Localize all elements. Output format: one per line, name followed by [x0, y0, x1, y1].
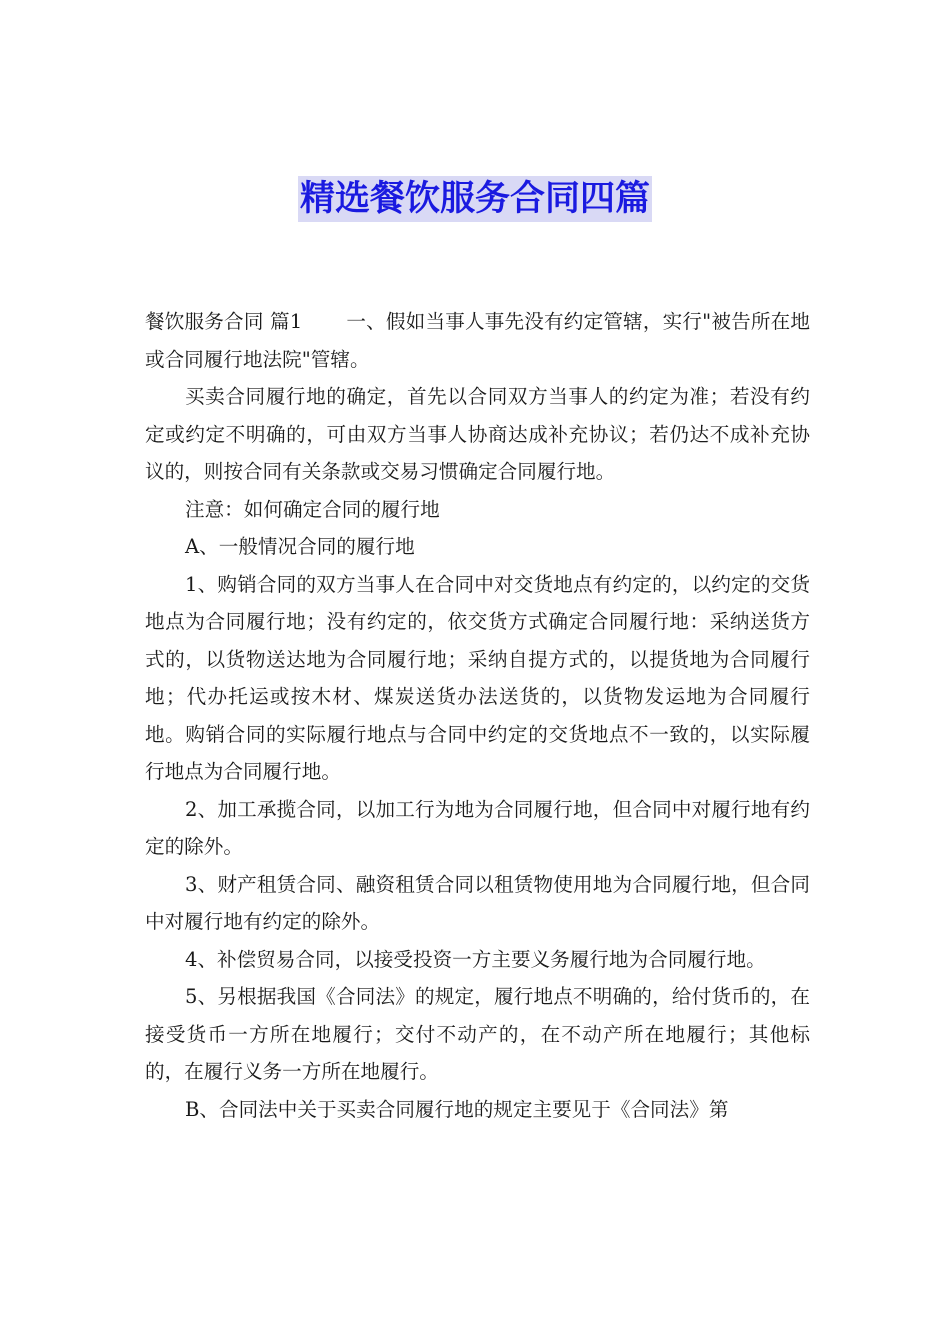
paragraph: B、合同法中关于买卖合同履行地的规定主要见于《合同法》第 — [185, 1097, 729, 1121]
paragraph: 5、另根据我国《合同法》的规定，履行地点不明确的，给付货币的，在接受货币一方所在地履行；交付不动产的，在不动产所在地履行；其他标的，在履行义务一方所在地履行。 — [145, 985, 810, 1083]
document-title: 精选餐饮服务合同四篇 — [298, 176, 652, 222]
intro-text: 一、假如当事人事先没有约定管辖，实行"被告所在地或合同履行地法院"管辖。 — [145, 310, 810, 371]
paragraph-intro — [145, 303, 810, 378]
paragraph: 2、加工承揽合同，以加工行为地为合同履行地，但合同中对履行地有约定的除外。 — [145, 797, 810, 858]
paragraph: 4、补偿贸易合同，以接受投资一方主要义务履行地为合同履行地。 — [185, 947, 766, 971]
section-heading: 餐饮服务合同 篇1 — [145, 310, 303, 333]
paragraph: 买卖合同履行地的确定，首先以合同双方当事人的约定为准；若没有约定或约定不明确的，可由双方当事人协商达成补充协议；若仍达不成补充协议的，则按合同有关条款或交易习惯确定合同履行地。 — [145, 385, 810, 483]
paragraph: A、一般情况合同的履行地 — [185, 535, 415, 558]
paragraph: 注意：如何确定合同的履行地 — [185, 497, 440, 521]
paragraph: 3、财产租赁合同、融资租赁合同以租赁物使用地为合同履行地，但合同中对履行地有约定的除外。 — [145, 872, 810, 933]
document-body — [145, 303, 810, 1128]
paragraph: 1、购销合同的双方当事人在合同中对交货地点有约定的，以约定的交货地点为合同履行地；没有约定的，依交货方式确定合同履行地：采纳送货方式的，以货物送达地为合同履行地；采纳自提方式的，以提货地为合同履行地；代办托运或按木材、煤炭送货办法送货的，以货物发运地为合同履行地。购销合同的实际履行地点与合同中约定的交货地点不一致的，以实际履行地点为合同履行地。 — [145, 572, 810, 783]
title-container — [0, 176, 950, 222]
